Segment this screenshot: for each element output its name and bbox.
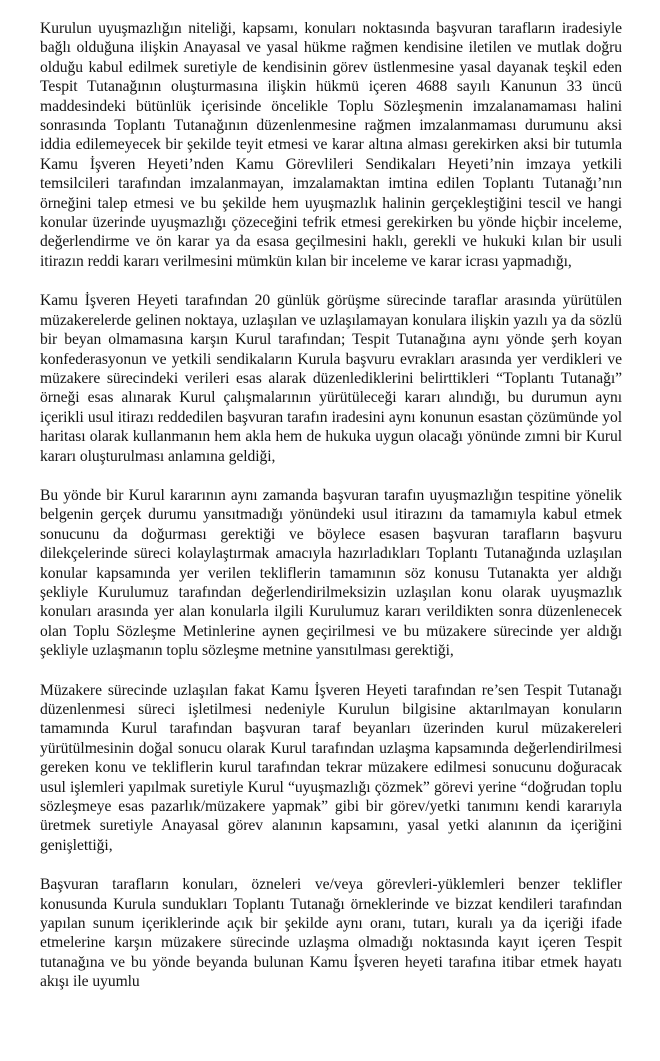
paragraph-2: Kamu İşveren Heyeti tarafından 20 günlük görüşme sürecinde taraflar arasında yürütülen müzakerelerde gelinen noktaya, uzlaşılan ve uzlaşılamayan konulara ilişkin yazılı ya da sözlü bir beyan olmamasına karşın Kurul tarafından; Tespit Tutanağına aynı yönde şerh koyan konfederasyonun ve yetkili sendikaların Kurula başvuru evrakları arasında yer verdikleri ve müzakere sürecindeki verileri esas alarak düzenlediklerini belirttikleri “Toplantı Tutanağı” örneği esas alınarak Kurul çalışmalarının yürütüleceği kararı alındığı, bu durumun aynı içerikli usul itirazı reddedilen başvuran tarafın iradesini aynı konunun esastan çözümünde yol haritası olarak kullanmanın hem akla hem de hukuka uygun olacağı yönünde zımni bir Kurul kararı oluşturulması anlamına geldiği, [40, 292, 622, 465]
paragraph-4: Müzakere sürecinde uzlaşılan fakat Kamu İşveren Heyeti tarafından re’sen Tespit Tutanağı düzenlenmesi süreci işletilmesi nedeniyle Kurulun bilgisine aktarılmayan konuların tamamında Kurul tarafından başvuran taraf beyanları üzerinden kurul müzakereleri yürütülmesinin doğal sonucu olarak Kurul tarafından uzlaşma kapsamında değerlendirilmesi gereken konu ve tekliflerin kurul tarafından tekrar müzakere edilmesi sonucunu doğuracak usul işlemleri yapılmak suretiyle Kurul “uyuşmazlığı çözmek” görevi yerine “doğrudan toplu sözleşmeye esas pazarlık/müzakere yapmak” gibi bir görev/yetki tanımını kendi kararıyla üretmek suretiyle Anayasal görev alanının kapsamını, yasal yetki alanının da içeriğini genişlettiği, [40, 681, 622, 854]
paragraph-1: Kurulun uyuşmazlığın niteliği, kapsamı, konuları noktasında başvuran tarafların iradesiyle bağlı olduğuna ilişkin Anayasal ve yasal hükme rağmen kendisine iletilen ve mutlak doğru olduğu kabul edilmek suretiyle de kendisinin görev üstlenmesine yasal dayanak teşkil eden Tespit Tutanağının oluşturmasına ilişkin hükmü içeren 4688 sayılı Kanunun 33 üncü maddesindeki bütünlük içerisinde öncelikle Toplu Sözleşmenin imzalanamaması halini sonrasında Toplantı Tutanağının düzenlenmesine rağmen imzalanmaması durumunu aksi iddia edilemeyecek bir şekilde teyit etmesi ve karar altına alması gerekirken aksi bir tutumla Kamu İşveren Heyeti’nden Kamu Görevlileri Sendikaları Heyeti’nin imzaya yetkili temsilcileri tarafından imzalanmayan, imzalamaktan imtina edilen Toplantı Tutanağı’nın örneğini talep etmesi ve bu şekilde hem uyuşmazlık halinin gerçekleştiğini tescil ve hangi konular üzerinde uyuşmazlığı çözeceğini tefrik etmesi gerekirken bu yönde hiçbir inceleme, değerlendirme ve ön karar ya da esasa geçilmesini haklı, gerekli ve hukuki kılan bir usuli itirazın reddi kararı verilmesini mümkün kılan bir inceleme ve karar icrası yapmadığı, [40, 20, 622, 270]
paragraph-5: Başvuran tarafların konuları, özneleri ve/veya görevleri-yüklemleri benzer teklifler konusunda Kurula sundukları Toplantı Tutanağı örneklerinde ve bizzat kendileri tarafından yapılan sunum içeriklerinde açık bir şekilde aynı oranı, tutarı, kuralı ya da içeriği ifade etmelerine karşın müzakere sürecinde uzlaşma olmadığı noktasında kayıt içeren Tespit tutanağına ve bu yönde beyanda bulunan Kamu İşveren heyeti tarafına itibar etmek hayatı akışı ile uyumlu [40, 876, 622, 991]
document-page [40, 19, 622, 992]
paragraph-3: Bu yönde bir Kurul kararının aynı zamanda başvuran tarafın uyuşmazlığın tespitine yönelik belgenin gerçek durumu yansıtmadığı yönündeki usul itirazını da tamamıyla kabul etmek sonucunu da doğurması gerektiği ve böylece esasen başvuran tarafların başvuru dilekçelerinde süreci kolaylaştırmak amacıyla hazırladıkları Toplantı Tutanağında uzlaşılan konular kapsamında yer verilen tekliflerin tamamının söz konusu Tutanakta yer aldığı şekliyle Kurulumuz tarafından değerlendirilmeksizin uzlaşılan konu olarak uyuşmazlık konuları arasında yer alan konularla ilgili Kurulumuz kararı verildikten sonra düzenlenecek olan Toplu Sözleşme Metinlerine aynen geçirilmesi ve bu müzakere sürecinde yer aldığı şekliyle uzlaşmanın toplu sözleşme metnine yansıtılması gerektiği, [40, 486, 622, 660]
